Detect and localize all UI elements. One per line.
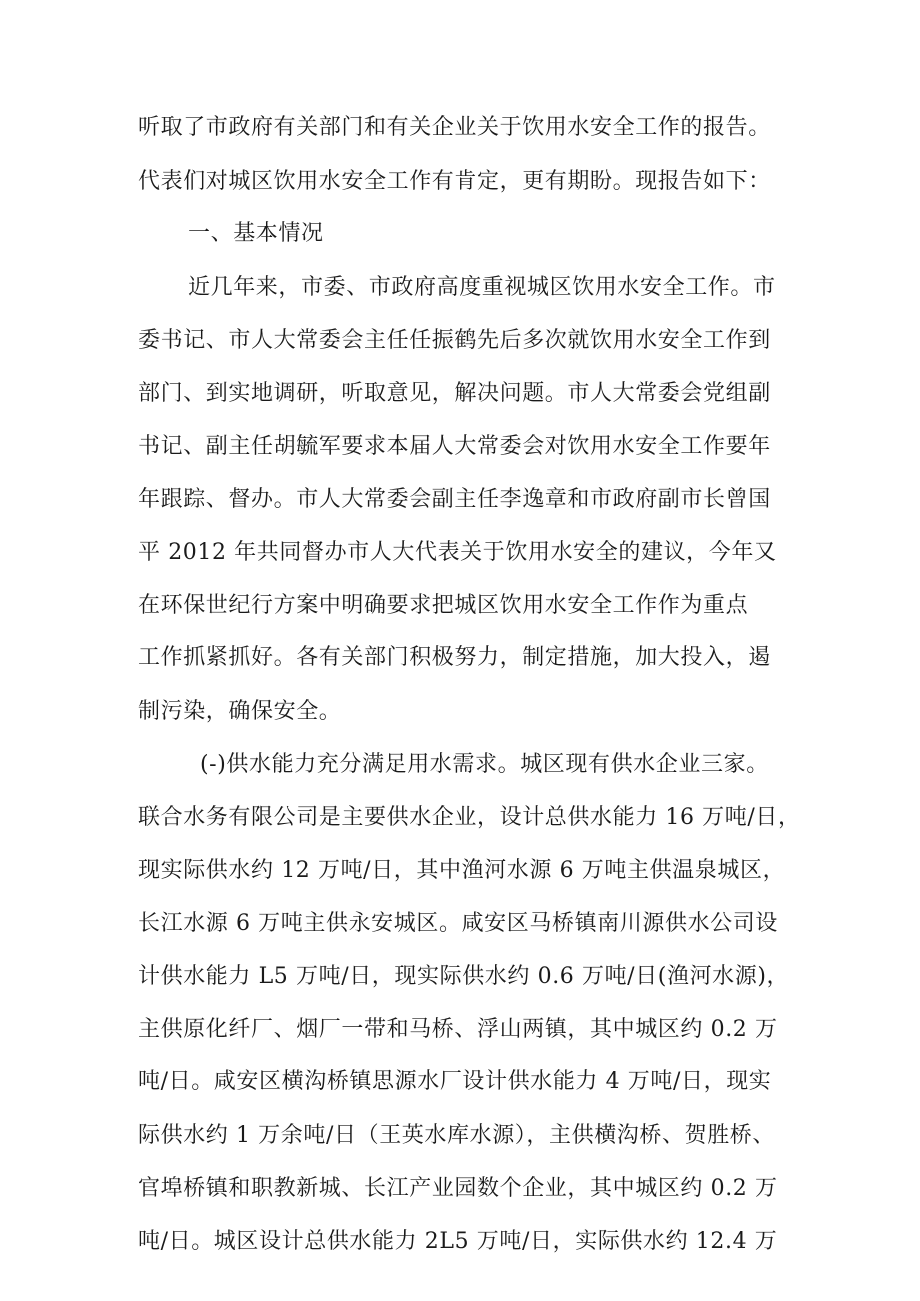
text-line: 制污染，确保安全。: [138, 699, 342, 724]
text-line: 主供原化纤厂、烟厂一带和马桥、浮山两镇，其中城区约 0.2 万: [138, 1017, 778, 1042]
text-line: 在环保世纪行方案中明确要求把城区饮用水安全工作作为重点: [138, 593, 749, 618]
text-line: 际供水约 1 万余吨/日（王英水库水源），主供横沟桥、贺胜桥、: [138, 1123, 775, 1148]
text-line: 现实际供水约 12 万吨/日，其中渔河水源 6 万吨主供温泉城区，: [138, 858, 786, 883]
text-line: 官埠桥镇和职教新城、长江产业园数个企业，其中城区约 0.2 万: [138, 1176, 778, 1201]
text-line: 计供水能力 L5 万吨/日，现实际供水约 0.6 万吨/日(渔河水源)，: [138, 964, 790, 989]
text-line: 吨/日。城区设计总供水能力 2L5 万吨/日，实际供水约 12.4 万: [138, 1229, 778, 1254]
text-line: 吨/日。咸安区横沟桥镇思源水厂设计供水能力 4 万吨/日，现实: [138, 1069, 772, 1094]
text-line: 委书记、市人大常委会主任任振鹤先后多次就饮用水安全工作到: [138, 328, 771, 353]
text-line: 书记、副主任胡毓军要求本届人大常委会对饮用水安全工作要年: [138, 434, 771, 459]
text-line: 代表们对城区饮用水安全工作有肯定，更有期盼。现报告如下：: [138, 169, 771, 194]
text-line: 听取了市政府有关部门和有关企业关于饮用水安全工作的报告。: [138, 115, 771, 140]
text-line: 长江水源 6 万吨主供永安城区。咸安区马桥镇南川源供水公司设: [138, 911, 778, 936]
text-line: 近几年来，市委、市政府高度重视城区饮用水安全工作。市: [188, 275, 776, 300]
text-line: 部门、到实地调研，听取意见，解决问题。市人大常委会党组副: [138, 381, 771, 406]
text-line: 平 2012 年共同督办市人大代表关于饮用水安全的建议，今年又: [138, 540, 777, 565]
text-line: 工作抓紧抓好。各有关部门积极努力，制定措施，加大投入，遏: [138, 645, 771, 670]
text-line: 年跟踪、督办。市人大常委会副主任李逸章和市政府副市长曾国: [138, 487, 771, 512]
text-line: 联合水务有限公司是主要供水企业，设计总供水能力 16 万吨/日，: [138, 805, 801, 830]
text-line: (-)供水能力充分满足用水需求。城区现有供水企业三家。: [200, 752, 769, 777]
section-heading: 一、基本情况: [188, 221, 324, 246]
